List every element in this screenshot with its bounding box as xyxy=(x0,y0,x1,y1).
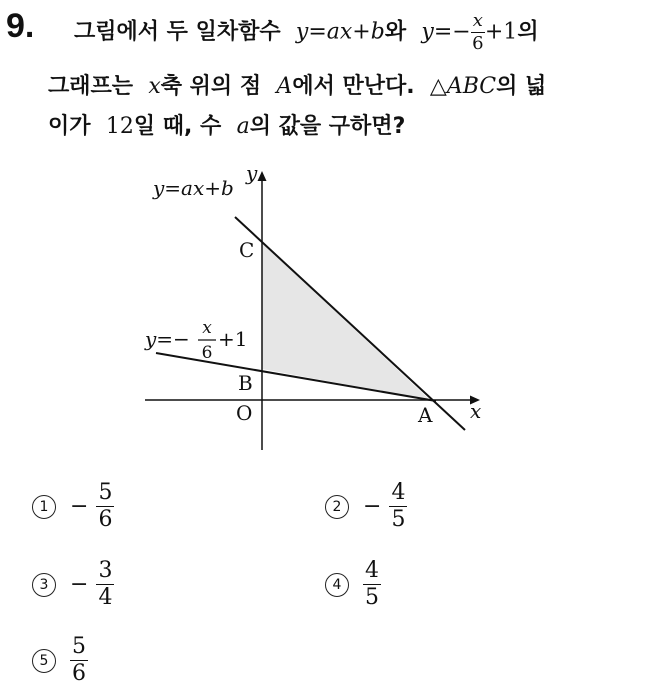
choice-1[interactable] xyxy=(32,482,114,531)
question-text: 그림에서 두 일차함수 xyxy=(74,19,281,45)
choice-fraction xyxy=(96,560,114,609)
choice-fraction xyxy=(96,482,114,531)
choice-sign: − xyxy=(363,494,382,519)
label-line-1: y=ax+b xyxy=(153,176,234,200)
label-line-2-denominator: 6 xyxy=(201,343,213,363)
equation-line-1: y=ax+b xyxy=(295,19,385,45)
variable-x: x xyxy=(148,74,161,99)
choice-fraction xyxy=(389,482,407,531)
label-line-2-left: y=− xyxy=(145,327,190,351)
equation-line-2-right: +1 xyxy=(484,19,518,45)
question-text: 의 xyxy=(517,19,539,45)
fraction-denominator: 6 xyxy=(472,33,484,54)
question-text: 축 위의 점 xyxy=(160,74,262,99)
label-line-2-numerator: x xyxy=(202,318,212,338)
triangle-abc-ref: △ABC xyxy=(429,74,497,99)
choice-5[interactable] xyxy=(32,636,88,685)
label-point-a: A xyxy=(418,403,433,427)
choice-numerator: 3 xyxy=(98,558,113,583)
choice-denominator: 5 xyxy=(365,585,379,610)
question-text: 그래프는 xyxy=(48,74,134,99)
area-value: 12 xyxy=(105,114,134,139)
label-y-axis: y xyxy=(246,161,258,185)
label-point-c: C xyxy=(239,238,255,262)
choice-marker: 5 xyxy=(32,649,56,673)
choice-marker: 4 xyxy=(325,573,349,597)
question-text: 에서 만난다. xyxy=(292,74,415,99)
choice-denominator: 5 xyxy=(391,507,406,532)
point-a-ref: A xyxy=(276,74,293,99)
choice-denominator: 4 xyxy=(98,585,113,610)
y-axis-arrow-icon xyxy=(258,171,267,181)
choice-marker: 3 xyxy=(32,573,56,597)
label-line-2-right: +1 xyxy=(218,327,248,351)
label-x-axis: x xyxy=(470,399,482,423)
choice-fraction xyxy=(363,560,381,609)
question-number: 9. xyxy=(6,7,35,45)
label-point-b: B xyxy=(238,371,253,395)
equation-line-2-left: y=− xyxy=(421,19,471,45)
choice-3[interactable] xyxy=(32,560,114,609)
variable-a: a xyxy=(236,114,250,139)
question-text: 의 넓 xyxy=(496,74,547,99)
question-text: 의 값을 구하면? xyxy=(249,114,406,139)
question-text: 이가 xyxy=(48,114,91,139)
choice-numerator: 4 xyxy=(365,558,379,583)
fraction-numerator: x xyxy=(472,10,483,31)
choice-denominator: 6 xyxy=(72,661,86,686)
choice-2[interactable] xyxy=(325,482,407,531)
choice-4[interactable] xyxy=(325,560,381,609)
choice-numerator: 4 xyxy=(391,480,406,505)
choice-fraction xyxy=(70,636,88,685)
question-text: 와 xyxy=(384,19,407,45)
choice-numerator: 5 xyxy=(72,634,86,659)
choice-marker: 1 xyxy=(32,495,56,519)
choice-sign: − xyxy=(70,494,89,519)
question-text: 일 때, 수 xyxy=(133,114,222,139)
choice-numerator: 5 xyxy=(98,480,113,505)
choice-denominator: 6 xyxy=(98,507,113,532)
choice-marker: 2 xyxy=(325,495,349,519)
choice-sign: − xyxy=(70,572,89,597)
label-origin: O xyxy=(236,401,253,425)
